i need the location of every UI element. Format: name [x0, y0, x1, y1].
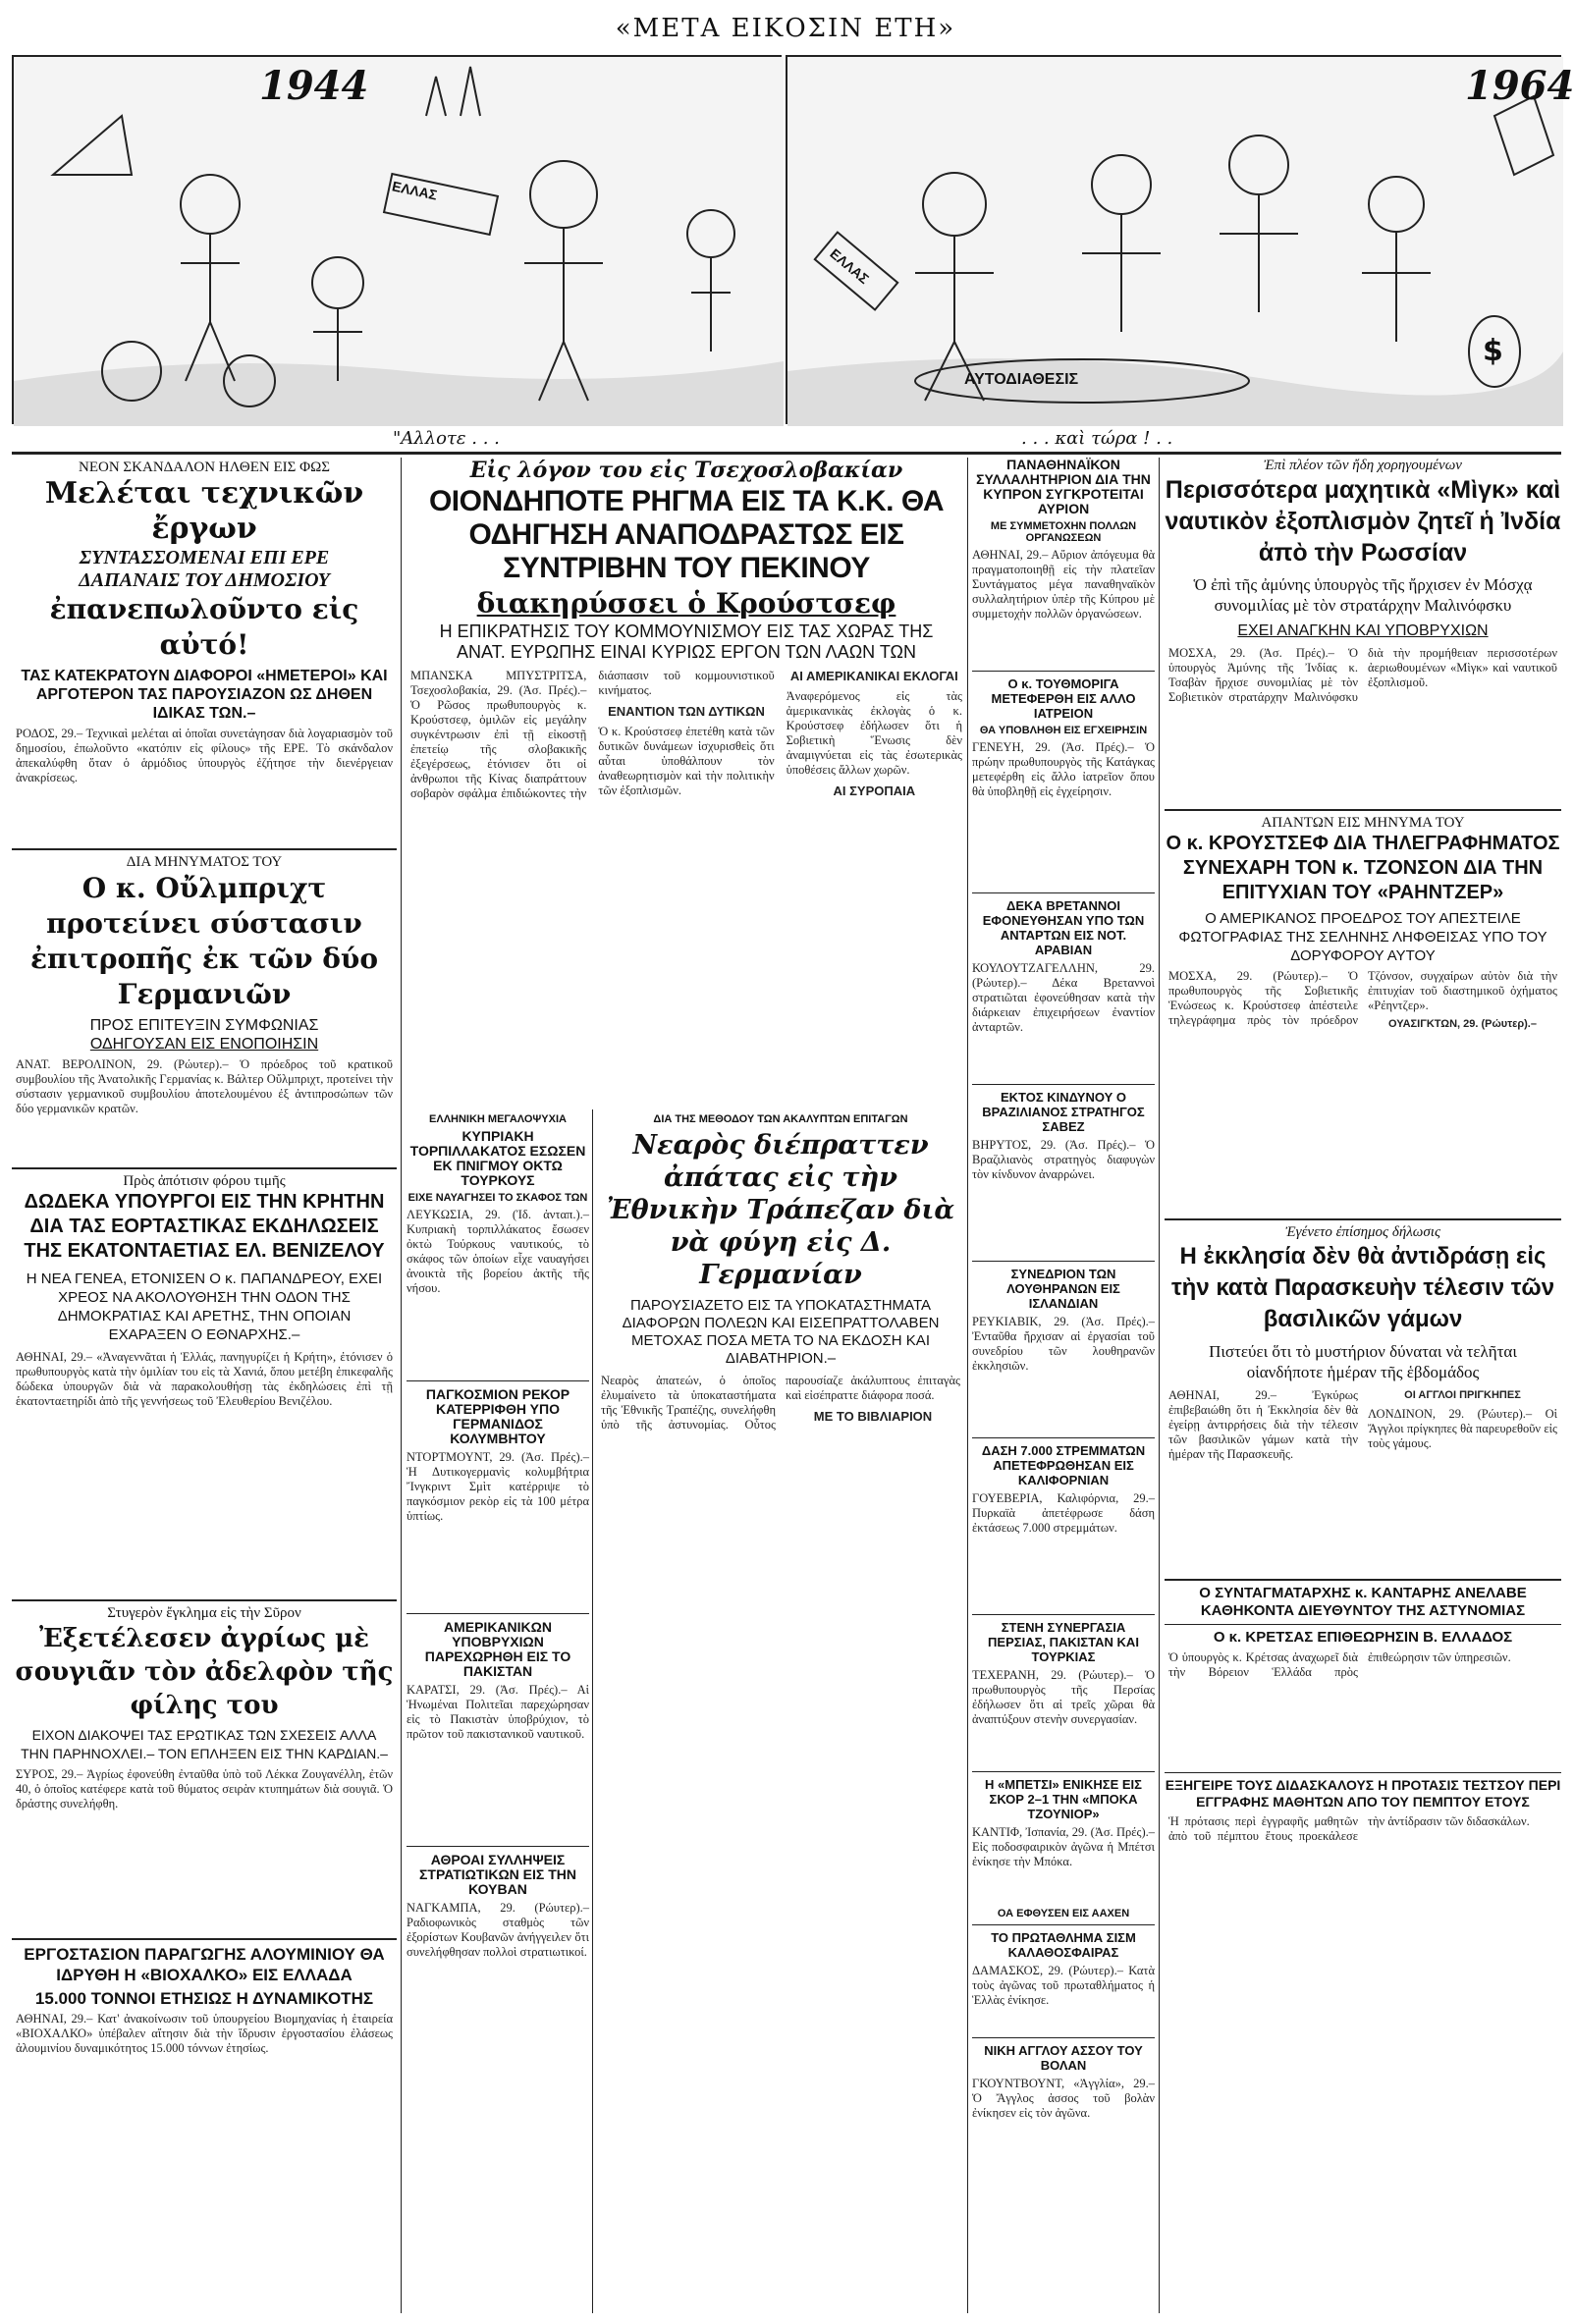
col3-headline-rally: ΠΑΝΑΘΗΝΑΪΚΟΝ ΣΥΛΛΑΛΗΤΗΡΙΟΝ ΔΙΑ ΤΗΝ ΚΥΠΡΟΝ ΣΥΓΚΡΟΤΕΙΤΑΙ ΑΥΡΙΟΝ [976, 457, 1151, 516]
col3-rule-7 [972, 1771, 1155, 1772]
col3-rule-2 [972, 892, 1155, 893]
col4-article-2-dateline: ΟΥΑΣΙΓΚΤΩΝ, 29. (Ρώυτερ).– [1388, 1018, 1537, 1030]
col4-kicker-2: ΑΠΑΝΤΩΝ ΕΙΣ ΜΗΝΥΜΑ ΤΟΥ [1261, 815, 1465, 831]
col3-deck-rally: ΜΕ ΣΥΜΜΕΤΟΧΗΝ ΠΟΛΛΩΝ ΟΡΓΑΝΩΣΕΩΝ [990, 520, 1137, 544]
col1-rule-3 [12, 1599, 397, 1601]
column-divider-1 [401, 458, 402, 2313]
brief-rule-1 [407, 1380, 589, 1381]
col3-body-tshombe: ΓΕΝΕΥΗ, 29. (Ἀσ. Πρές).– Ὁ πρώην πρωθυπουργὸς τῆς Κατάγκας μετεφέρθη εἰς ἄλλο ἰατρεῖον ὅπου θὰ ὑποβληθῇ εἰς ἐγχείρησιν. [972, 740, 1155, 798]
col3-body-fire: ΓΟΥΕΒΕΡΙΑ, Καλιφόρνια, 29.– Πυρκαϊὰ ἀπετέφρωσε δάση ἐκτάσεως 7.000 στρεμμάτων. [972, 1491, 1155, 1535]
col1-deck-4: ΕΙΧΟΝ ΔΙΑΚΟΨΕΙ ΤΑΣ ΕΡΩΤΙΚΑΣ ΤΩΝ ΣΧΕΣΕΙΣ ΑΛΛΑ ΤΗΝ ΠΑΡΗΝΟΧΛΕΙ.– ΤΟΝ ΕΠΛΗΞΕΝ ΕΙΣ ΤΗΝ ΚΑΡΔΙΑΝ.– [21, 1727, 388, 1761]
col1-deck-3: Η ΝΕΑ ΓΕΝΕΑ, ΕΤΟΝΙΣΕΝ Ο κ. ΠΑΠΑΝΔΡΕΟΥ, ΕΧΕΙ ΧΡΕΟΣ ΝΑ ΑΚΟΛΟΥΘΗΣΗ ΤΗΝ ΟΔΟΝ ΤΗΣ ΔΗΜΟΚΡΑΤΙΑΣ ΚΑΙ ΑΡΕΤΗΣ, ΤΗΝ ΟΠΟΙΑΝ ΕΧΑΡΑΞΕΝ Ο ΕΘΝΑΡΧΗΣ.– [26, 1270, 383, 1343]
col4-headline-4: Ο ΣΥΝΤΑΓΜΑΤΑΡΧΗΣ κ. ΚΑΝΤΑΡΗΣ ΑΝΕΛΑΒΕ ΚΑΘΗΚΟΝΤΑ ΔΙΕΥΘΥΝΤΟΥ ΤΗΣ ΑΣΤΥΝΟΜΙΑΣ [1199, 1585, 1527, 1619]
col4-rule-1 [1165, 809, 1561, 811]
col3-body-cento: ΤΕΧΕΡΑΝΗ, 29. (Ρώυτερ).– Ὁ πρωθυπουργὸς τῆς Περσίας ἐδήλωσεν ὅτι αἱ τρεῖς χῶραι θὰ ἀναπτύξουν στενὴν συνεργασίαν. [972, 1668, 1155, 1726]
col4-deck: Ὁ ἐπὶ τῆς ἀμύνης ὑπουργὸς τῆς ἤρχισεν ἐν Μόσχᾳ συνομιλίας μὲ τὸν στρατάρχην Μαλινόφσκυ [1193, 575, 1533, 615]
col4-rule-2 [1165, 1218, 1561, 1220]
bank-deck: ΠΑΡΟΥΣΙΑΖΕΤΟ ΕΙΣ ΤΑ ΥΠΟΚΑΤΑΣΤΗΜΑΤΑ ΔΙΑΦΟΡΩΝ ΠΟΛΕΩΝ ΚΑΙ ΕΙΣΕΠΡΑΤΤΟΛΑΒΕΝ ΜΕΤΟΧΑΣ ΠΟΣΑ ΜΕΤΑ ΤΟ ΝΑ ΕΚΔΟΣΗ ΚΑΙ ΔΙΑΒΑΤΗΡΙΟΝ.– [622, 1297, 940, 1367]
col1-deck-5: 15.000 ΤΟΝΝΟΙ ΕΤΗΣΙΩΣ Η ΔΥΝΑΜΙΚΟΤΗΣ [34, 1989, 374, 2008]
col1-subhead-2: ΔΑΠΑΝΑΙΣ ΤΟΥ ΔΗΜΟΣΙΟΥ [79, 569, 330, 591]
col4-article-2-text: ΜΟΣΧΑ, 29. (Ρώυτερ).– Ὁ πρωθυπουργὸς τῆς Σοβιετικῆς Ἑνώσεως κ. Κρούστσεφ ἀπέστειλε τηλεγράφημα πρὸς τὸν πρόεδρον Τζόνσον, συγχαίρων αὐτὸν διὰ τὴν ἐπιτυχίαν τοῦ διαστημικοῦ ὀχήματος «Ρέηντζερ». [1168, 969, 1557, 1027]
col4-deck-4: Πιστεύει ὅτι τὸ μυστήριον δύναται νὰ τελῆται οἱανδήποτε ἡμέραν τῆς ἑβδομάδος [1209, 1342, 1517, 1381]
bank-body-text: Νεαρὸς ἀπατεών, ὁ ὁποῖος ἐλυμαίνετο τὰ ὑποκαταστήματα τῆς Ἐθνικῆς Τραπέζης, συνελήφθη ὑπὸ τῆς ἀστυνομίας. Οὗτος παρουσίαζε ἀκάλυπτους ἐπιταγὰς καὶ εἰσέπραττε διάφορα ποσά. [601, 1374, 960, 1432]
bank-body [601, 1374, 960, 2218]
bank-headline: Νεαρὸς διέπραττεν ἀπάτας εἰς τὴν Ἐθνικὴν Τράπεζαν διὰ νὰ φύγη εἰς Δ. Γερμανίαν [606, 1130, 955, 1290]
col3-headline-tshombe: Ο κ. ΤΟΥΘΜΟΡΙΓΑ ΜΕΤΕΦΕΡΘΗ ΕΙΣ ΑΛΛΟ ΙΑΤΡΕΙΟΝ [991, 676, 1136, 721]
lead-subheadline: διακηρύσσει ὁ Κρούστσεφ [476, 587, 896, 620]
cartoon-right-panel [786, 55, 1574, 424]
col3-body-aden: ΚΟΥΛΟΥΤΖΑΓΕΛΛΗΝ, 29. (Ρώυτερ).– Δέκα Βρεταννοὶ στρατιῶται ἐφονεύθησαν κατὰ τὴν διάρκειαν ἐπιχειρήσεων ἐναντίον ἀνταρτῶν. [972, 961, 1155, 1034]
brief-headline-submarine: ΑΜΕΡΙΚΑΝΙΚΩΝ ΥΠΟΒΡΥΧΙΩΝ ΠΑΡΕΧΩΡΗΘΗ ΕΙΣ ΤΟ ΠΑΚΙΣΤΑΝ [424, 1619, 571, 1679]
cartoon-right-drawing [787, 57, 1563, 426]
brief-rule-2 [407, 1613, 589, 1614]
lead-body-text: ΜΠΑΝΣΚΑ ΜΠΥΣΤΡΙΤΣΑ, Τσεχοσλοβακία, 29. (Ἀσ. Πρές).– Ὁ Ρῶσος πρωθυπουργὸς κ. Κρούστσεφ, ὁμιλῶν εἰς μεγάλην συγκέντρωσιν ἐπὶ τῇ εἰκοστῇ ἐπετείῳ τῆς σλοβακικῆς ἐξεγέρσεως, ἐτόνισεν ὅτι οἱ ἀνθρωποι τῆς Κίνας διαπράττουν σοβαρὸν σφάλμα ἐπιδιώκοντες τὴν διάσπασιν τοῦ κομμουνιστικοῦ κινήματος. [410, 669, 775, 800]
col4-headline-3: Η ἐκκλησία δὲν θὰ ἀντιδράσῃ εἰς τὴν κατὰ Παρασκευὴν τέλεσιν τῶν βασιλικῶν γάμων [1170, 1243, 1555, 1332]
lead-kicker: Εἰς λόγον του εἰς Τσεχοσλοβακίαν [469, 458, 903, 483]
col3-subhead-aachen: ΟΑ ΕΦΘΥΣΕΝ ΕΙΣ ΑΑΧΕΝ [997, 1908, 1130, 1919]
cartoon-label-ellas-1: ΕΛΛΑΣ [390, 178, 439, 203]
col1-deck-2a: ΠΡΟΣ ΕΠΙΤΕΥΞΙΝ ΣΥΜΦΩΝΙΑΣ [89, 1017, 319, 1034]
col1-rule-2 [12, 1167, 397, 1169]
cartoon-dollar-sign: $ [1483, 334, 1503, 368]
col4-article-5-body: Ὁ ὑπουργὸς κ. Κρέτσας ἀναχωρεῖ διὰ τὴν Βόρειον Ἑλλάδα πρὸς ἐπιθεώρησιν τῶν ὑπηρεσιῶν. [1168, 1650, 1511, 1679]
col4-article-3-text-2: ΛΟΝΔΙΝΟΝ, 29. (Ρώυτερ).– Οἱ Ἄγγλοι πρίγκηπες θὰ παρευρεθοῦν εἰς τοὺς γάμους. [1368, 1407, 1557, 1450]
col4-article-3-subhead: ΟΙ ΑΓΓΛΟΙ ΠΡΙΓΚΗΠΕΣ [1404, 1389, 1521, 1401]
col3-headline-racing: ΝΙΚΗ ΑΓΓΛΟΥ ΑΣΣΟΥ ΤΟΥ ΒΟΛΑΝ [984, 2043, 1143, 2073]
brief-deck-cyprus-boat: ΕΙΧΕ ΝΑΥΑΓΗΣΕΙ ΤΟ ΣΚΑΦΟΣ ΤΩΝ [407, 1192, 588, 1204]
bank-fraud-story [597, 1109, 964, 2313]
page-top-title: «ΜΕΤΑ ΕΙΚΟΣΙΝ ΕΤΗ» [615, 14, 956, 43]
cartoon-left-drawing [14, 57, 784, 426]
col3-rule-4 [972, 1261, 1155, 1262]
col4-headline-5: Ο κ. ΚΡΕΤΣΑΣ ΕΠΙΘΕΩΡΗΣΙΝ Β. ΕΛΛΑΔΟΣ [1213, 1629, 1513, 1646]
col4-rule-5 [1165, 1772, 1561, 1773]
col3-headline-cento: ΣΤΕΝΗ ΣΥΝΕΡΓΑΣΙΑ ΠΕΡΣΙΑΣ, ΠΑΚΙΣΤΑΝ ΚΑΙ ΤΟΥΡΚΙΑΣ [988, 1620, 1139, 1664]
col1-subhead-1: ΣΥΝΤΑΣΣΟΜΕΝΑΙ ΕΠΙ ΕΡΕ [79, 547, 330, 568]
cartoon-left-panel [12, 55, 782, 424]
column-divider-3 [967, 458, 968, 2313]
col3-body-chavez: ΒΗΡΥΤΟΣ, 29. (Ἀσ. Πρές).– Ὁ Βραζιλιανὸς στρατηγὸς διαφυγὼν τὸν κίνδυνον ἀναρρώνει. [972, 1138, 1155, 1181]
col3-headline-aden: ΔΕΚΑ ΒΡΕΤΑΝΝΟΙ ΕΦΟΝΕΥΘΗΣΑΝ ΥΠΟ ΤΩΝ ΑΝΤΑΡΤΩΝ ΕΙΣ ΝΟΤ. ΑΡΑΒΙΑΝ [982, 898, 1145, 957]
col1-headline-4: ΔΩΔΕΚΑ ΥΠΟΥΡΓΟΙ ΕΙΣ ΤΗΝ ΚΡΗΤΗΝ ΔΙΑ ΤΑΣ ΕΟΡΤΑΣΤΙΚΑΣ ΕΚΔΗΛΩΣΕΙΣ ΤΗΣ ΕΚΑΤΟΝΤΑΕΤΙΑΣ ΕΛ. ΒΕΝΙΖΕΛΟΥ [24, 1191, 385, 1262]
column-2-briefs [407, 1109, 589, 2313]
col3-rule-6 [972, 1614, 1155, 1615]
brief-body-submarine: ΚΑΡΑΤΣΙ, 29. (Ἀσ. Πρές).– Αἱ Ἡνωμέναι Πολιτεῖαι παρεχώρησαν εἰς τὸ Πακιστὰν ὑποβρύχιον, τὸ πρῶτον τοῦ πακιστανικοῦ ναυτικοῦ. [407, 1683, 589, 1741]
col3-headline-chavez: ΕΚΤΟΣ ΚΙΝΔΥΝΟΥ Ο ΒΡΑΖΙΛΙΑΝΟΣ ΣΤΡΑΤΗΓΟΣ ΣΑΒΕΖ [982, 1090, 1145, 1134]
lead-story [407, 458, 966, 1106]
col1-article-1-body: ΡΟΔΟΣ, 29.– Τεχνικαὶ μελέται αἱ ὁποῖαι συνετάγησαν διὰ λογαριασμὸν τοῦ δημοσίου, ἐπωλοῦντο «κατόπιν εἰς φίλους» τῆς ΕΡΕ. Τὸ σκάνδαλον ἀπεκαλύφθη ὅταν ὁ ἁρμόδιος ὑπουργὸς ἐζήτησε τὴν διενέργειαν ἀνακρίσεως. [16, 727, 393, 784]
col3-headline-betis: Η «ΜΠΕΤΣΙ» ΕΝΙΚΗΣΕ ΕΙΣ ΣΚΟΡ 2–1 ΤΗΝ «ΜΠΟΚΑ ΤΖΟΥΝΙΟΡ» [985, 1777, 1142, 1821]
col1-rule-4 [12, 1938, 397, 1940]
column-4 [1165, 458, 1561, 2313]
lead-body [410, 669, 962, 1091]
col1-headline-2: ἐπανεπωλοῦντο εἰς αὐτό! [49, 593, 359, 661]
lead-deck: Η ΕΠΙΚΡΑΤΗΣΙΣ ΤΟΥ ΚΟΜΜΟΥΝΙΣΜΟΥ ΕΙΣ ΤΑΣ ΧΩΡΑΣ ΤΗΣ ΑΝΑΤ. ΕΥΡΩΠΗΣ ΕΙΝΑΙ ΚΥΡΙΩΣ ΕΡΓΟΝ ΤΩΝ ΛΑΩΝ ΤΩΝ [439, 622, 934, 662]
lead-body-west: Ὁ κ. Κρούστσεφ ἐπετέθη κατὰ τῶν δυτικῶν δυνάμεων ἰσχυρισθεὶς ὅτι αὗται ὑποθάλπουν τὸν ἀναθεωρητισμὸν καὶ τὴν πολιτικὴν τῶν ἐξοπλισμῶν. [598, 725, 775, 797]
col1-article-5-body: ΑΘΗΝΑΙ, 29.– Κατ' ἀνακοίνωσιν τοῦ ὑπουργείου Βιομηχανίας ἡ ἑταιρεία «ΒΙΟΧΑΛΚΟ» ὑπέβαλεν αἴτησιν διὰ τὴν ἵδρυσιν ἐργοστασίου ἐλάσεως ἀλουμινίου δυναμικότητος 15.000 τόννων ἐτησίως. [16, 2012, 393, 2055]
bank-subhead: ΜΕ ΤΟ ΒΙΒΛΙΑΡΙΟΝ [813, 1409, 933, 1424]
column-divider-4 [1159, 458, 1160, 2313]
col4-kicker: Ἐπὶ πλέον τῶν ἤδη χορηγουμένων [1264, 458, 1462, 473]
bank-kicker: ΔΙΑ ΤΗΣ ΜΕΘΟΔΟΥ ΤΩΝ ΑΚΑΛΥΠΤΩΝ ΕΠΙΤΑΓΩΝ [653, 1113, 908, 1125]
col3-body-basketball: ΔΑΜΑΣΚΟΣ, 29. (Ρώυτερ).– Κατὰ τοὺς ἀγῶνας τοῦ πρωταθλήματος ἡ Ἑλλὰς ἐνίκησε. [972, 1964, 1155, 2007]
col4-rule-4 [1165, 1624, 1561, 1625]
col1-deck: ΤΑΣ ΚΑΤΕΚΡΑΤΟΥΝ ΔΙΑΦΟΡΟΙ «ΗΜΕΤΕΡΟΙ» ΚΑΙ ΑΡΓΟΤΕΡΟΝ ΤΑΣ ΠΑΡΟΥΣΙΑΖΟΝ ΩΣ ΔΗΘΕΝ ΙΔΙΚΑΣ ΤΩΝ.– [21, 668, 388, 722]
col4-headline-6: ΕΞΗΓΕΙΡΕ ΤΟΥΣ ΔΙΔΑΣΚΑΛΟΥΣ Η ΠΡΟΤΑΣΙΣ ΤΕΣΤΣΟΥ ΠΕΡΙ ΕΓΓΡΑΦΗΣ ΜΑΘΗΤΩΝ ΑΠΟ ΤΟΥ ΠΕΜΠΤΟΥ ΕΤΟΥΣ [1165, 1777, 1561, 1810]
col1-headline-5: Ἐξετέλεσεν ἀγρίως μὲ σουγιᾶν τὸν ἀδελφὸν τῆς φίλης του [15, 1624, 394, 1720]
col3-body-lutherans: ΡΕΥΚΙΑΒΙΚ, 29. (Ἀσ. Πρές).– Ἐνταῦθα ἤρχισαν αἱ ἐργασίαι τοῦ συνεδρίου τῶν λουθηρανῶν ἐκκλησιῶν. [972, 1315, 1155, 1373]
col1-article-4-body: ΣΥΡΟΣ, 29.– Ἀγρίως ἐφονεύθη ἐνταῦθα ὑπὸ τοῦ Λέκκα Ζουγανέλλη, ἐτῶν 40, ὁ ὁποῖος κατέφερε κατὰ τοῦ θύματος σειρὰν κτυπημάτων διὰ σουγιᾶ. Ὁ δράστης συνελήφθη. [16, 1767, 393, 1811]
brief-headline-cyprus-boat: ΚΥΠΡΙΑΚΗ ΤΟΡΠΙΛΛΑΚΑΤΟΣ ΕΣΩΣΕΝ ΕΚ ΠΝΙΓΜΟΥ ΟΚΤΩ ΤΟΥΡΚΟΥΣ [409, 1128, 586, 1188]
lead-subhead-d: ΑΙ ΣΥΡΟΠΑΙΑ [833, 784, 916, 798]
col4-kicker-3: Ἐγένετο ἐπίσημος δήλωσις [1284, 1224, 1441, 1240]
col1-deck-2b: ΟΔΗΓΟΥΣΑΝ ΕΙΣ ΕΝΟΠΟΙΗΣΙΝ [89, 1036, 319, 1053]
brief-rule-3 [407, 1846, 589, 1847]
col3-body-betis: ΚΑΝΤΙΦ, Ἰσπανία, 29. (Ἀσ. Πρές).– Εἰς ποδοσφαιρικὸν ἀγῶνα ἡ Μπέτσι ἐνίκησε τὴν Μπόκα. [972, 1825, 1155, 1868]
col3-rule-5 [972, 1437, 1155, 1438]
brief-body-cuba: ΝΑΓΚΑΜΠΑ, 29. (Ρώυτερ).– Ραδιοφωνικὸς σταθμὸς τῶν ἐξορίστων Κουβανῶν ἀνήγγειλεν ὅτι συνελήφθησαν πολλοὶ στρατιωτικοί. [407, 1901, 589, 1959]
cartoon-right-caption: . . . καὶ τώρα ! . . [1021, 428, 1173, 449]
column-divider-2 [592, 1109, 593, 2313]
cartoon-left-caption: "Αλλοτε . . . [393, 428, 500, 449]
col3-deck-tshombe: ΘΑ ΥΠΟΒΛΗΘΗ ΕΙΣ ΕΓΧΕΙΡΗΣΙΝ [979, 725, 1148, 736]
cartoon-label-autodiathesis: ΑΥΤΟΔΙΑΘΕΣΙΣ [964, 371, 1079, 388]
brief-body-record: ΝΤΟΡΤΜΟΥΝΤ, 29. (Ἀσ. Πρές).– Ἡ Δυτικογερμανὶς κολυμβήτρια Ἴνγκριντ Σμὶτ κατέρριψε τὸ παγκόσμιον ρεκὸρ εἰς τὰ 100 μέτρα ὑπτίως. [407, 1450, 589, 1523]
lead-subhead-us-elections: ΑΙ ΑΜΕΡΙΚΑΝΙΚΑΙ ΕΚΛΟΓΑΙ [789, 669, 958, 683]
col4-article-6-body: Ἡ πρότασις περὶ ἐγγραφῆς μαθητῶν ἀπὸ τοῦ πέμπτου ἔτους προεκάλεσε τὴν ἀντίδρασιν τῶν διδασκάλων. [1168, 1814, 1530, 1843]
top-rule [12, 452, 1561, 455]
col4-article-3-body [1168, 1388, 1557, 1575]
col4-article-3-text: ΑΘΗΝΑΙ, 29.– Ἐγκύρως ἐπιβεβαιώθη ὅτι ἡ Ἐκκλησία δὲν θὰ ἐγείρῃ ἀντιρρήσεις διὰ τὴν τέλεσιν τῶν βασιλικῶν γάμων κατὰ τὴν ἡμέραν τῆς Παρασκευῆς. [1168, 1388, 1358, 1461]
col1-kicker-4: Στυγερὸν ἔγκλημα εἰς τὴν Σῦρον [107, 1605, 301, 1621]
cartoon-left-year: 1944 [259, 63, 369, 109]
lead-subhead-west: ΕΝΑΝΤΙΟΝ ΤΩΝ ΔΥΤΙΚΩΝ [608, 704, 765, 719]
brief-kicker-greek: ΕΛΛΗΝΙΚΗ ΜΕΓΑΛΟΨΥΧΙΑ [429, 1113, 567, 1125]
cartoon-right-year: 1964 [1465, 63, 1574, 109]
col1-rule-1 [12, 848, 397, 850]
cartoon-label-ellas-2: ΕΛΛΑΣ [827, 244, 873, 288]
col3-rule-8 [972, 1924, 1155, 1925]
brief-body-cyprus-boat: ΛΕΥΚΩΣΙΑ, 29. (Ἰδ. ἀνταπ.).– Κυπριακὴ τορπιλλάκατος ἔσωσεν ὀκτὼ Τούρκους ναυτικούς, τὸ σκάφος τῶν ὁποίων εἶχε ναυαγήσει ἀνοικτὰ τῆς βορείου ἀκτῆς τῆς νήσου. [407, 1208, 589, 1295]
col1-headline-3: Ο κ. Οὔλμπριχτ προτείνει σύστασιν ἐπιτροπῆς ἐκ τῶν δύο Γερμανιῶν [29, 872, 379, 1010]
column-3 [972, 458, 1155, 2313]
col4-headline: Περισσότερα μαχητικὰ «Μὶγκ» καὶ ναυτικὸν ἐξοπλισμὸν ζητεῖ ἡ Ἰνδία ἀπὸ τὴν Ρωσσίαν [1165, 476, 1561, 567]
col4-deck-3: Ο ΑΜΕΡΙΚΑΝΟΣ ΠΡΟΕΔΡΟΣ ΤΟΥ ΑΠΕΣΤΕΙΛΕ ΦΩΤΟΓΡΑΦΙΑΣ ΤΗΣ ΣΕΛΗΝΗΣ ΛΗΦΘΕΙΣΑΣ ΥΠΟ ΤΟΥ ΔΟΡΥΦΟΡΟΥ ΑΥΤΟΥ [1178, 910, 1547, 964]
lead-body-us-elections: Ἀναφερόμενος εἰς τὰς ἀμερικανικὰς ἐκλογὰς ὁ κ. Κρούστσεφ ἐδήλωσεν ὅτι ἡ Σοβιετικὴ Ἕνωσις δὲν ἀναμιγνύεται εἰς τὰς ἐσωτερικὰς ὑποθέσεις ἄλλων χωρῶν. [786, 689, 962, 777]
lead-headline: ΟΙΟΝΔΗΠΟΤΕ ΡΗΓΜΑ ΕΙΣ ΤΑ Κ.Κ. ΘΑ ΟΔΗΓΗΣΗ ΑΝΑΠΟΔΡΑΣΤΩΣ ΕΙΣ ΣΥΝΤΡΙΒΗΝ ΤΟΥ ΠΕΚΙΝΟΥ [428, 485, 945, 584]
col4-article-2-body [1168, 969, 1557, 1215]
col1-kicker-2: ΔΙΑ ΜΗΝΥΜΑΤΟΣ ΤΟΥ [126, 854, 283, 870]
col1-kicker-3: Πρὸς ἀπότισιν φόρου τιμῆς [123, 1173, 286, 1189]
col1-article-3-body: ΑΘΗΝΑΙ, 29.– «Ἀναγεννᾶται ἡ Ἑλλάς, πανηγυρίζει ἡ Κρήτη», ἐτόνισεν ὁ πρωθυπουργὸς κατὰ τὴν ὁμιλίαν του εἰς τὰ Χανιά, ὅπου μετέβη ἐπικεφαλῆς δώδεκα ὑπουργῶν διὰ νὰ παρακολουθήσῃ τὰς ἐκδηλώσεις ἐπὶ τῇ ἑκατονταετηρίδι ἀπὸ τῆς γεννήσεως τοῦ Ἐλευθερίου Βενιζέλου. [16, 1350, 393, 1408]
col3-rule-9 [972, 2037, 1155, 2038]
col3-body-rally: ΑΘΗΝΑΙ, 29.– Αὔριον ἀπόγευμα θὰ πραγματοποιηθῇ εἰς τὴν πλατεῖαν Συντάγματος μέγα παναθηναϊκὸν συλλαλητήριον ὑπὲρ τῆς Κύπρου μὲ συμμετοχὴν πολλῶν ὀργανώσεων. [972, 548, 1155, 621]
col3-headline-basketball: ΤΟ ΠΡΩΤΑΘΛΗΜΑ ΣΙΣΜ ΚΑΛΑΘΟΣΦΑΙΡΑΣ [991, 1930, 1136, 1960]
col1-headline: Μελέται τεχνικῶν ἔργων [44, 476, 364, 546]
col3-rule-3 [972, 1084, 1155, 1085]
column-1 [12, 458, 397, 2313]
col3-body-racing: ΓΚΟΥΝΤΒΟΥΝΤ, «Ἀγγλία», 29.– Ὁ Ἄγγλος ἀσσος τοῦ βολὰν ἐνίκησεν εἰς τὸν ἀγῶνα. [972, 2077, 1155, 2120]
col3-headline-lutherans: ΣΥΝΕΔΡΙΟΝ ΤΩΝ ΛΟΥΘΗΡΑΝΩΝ ΕΙΣ ΙΣΛΑΝΔΙΑΝ [1006, 1267, 1120, 1311]
col4-article-1-body: ΜΟΣΧΑ, 29. (Ἀσ. Πρές).– Ὁ ὑπουργὸς Ἀμύνης τῆς Ἰνδίας κ. Τσαβὰν ἤρχισε συνομιλίας μὲ τὸν Σοβιετικὸν στρατάρχην Μαλινόφσκυ διὰ τὴν προμήθειαν περισσοτέρων ἀεριωθουμένων «Μὶγκ» καὶ ναυτικοῦ ἐξοπλισμοῦ. [1168, 646, 1557, 704]
col1-headline-6: ΕΡΓΟΣΤΑΣΙΟΝ ΠΑΡΑΓΩΓΗΣ ΑΛΟΥΜΙΝΙΟΥ ΘΑ ΙΔΡΥΘΗ Η «ΒΙΟΧΑΛΚΟ» ΕΙΣ ΕΛΛΑΔΑ [24, 1945, 385, 1984]
col4-rule-3 [1165, 1579, 1561, 1581]
col4-deck-2: ΕΧΕΙ ΑΝΑΓΚΗΝ ΚΑΙ ΥΠΟΒΡΥΧΙΩΝ [1237, 622, 1489, 639]
brief-headline-cuba: ΑΘΡΟΑΙ ΣΥΛΛΗΨΕΙΣ ΣΤΡΑΤΙΩΤΙΚΩΝ ΕΙΣ ΤΗΝ ΚΟΥΒΑΝ [419, 1852, 576, 1897]
col1-article-2-body: ΑΝΑΤ. ΒΕΡΟΛΙΝΟΝ, 29. (Ρώυτερ).– Ὁ πρόεδρος τοῦ κρατικοῦ συμβουλίου τῆς Ἀνατολικῆς Γερμανίας κ. Βάλτερ Οὔλμπριχτ, προτείνει τὴν σύστασιν γερμανικοῦ συμβουλίου ἀποτελουμένου ἐξ ἀντιπροσώπων τῶν δύο γερμανικῶν κρατῶν. [16, 1057, 393, 1115]
brief-headline-record: ΠΑΓΚΟΣΜΙΟΝ ΡΕΚΟΡ ΚΑΤΕΡΡΙΦΘΗ ΥΠΟ ΓΕΡΜΑΝΙΔΟΣ ΚΟΛΥΜΒΗΤΟΥ [425, 1386, 570, 1446]
col4-headline-2: Ο κ. ΚΡΟΥΣΤΣΕΦ ΔΙΑ ΤΗΛΕΓΡΑΦΗΜΑΤΟΣ ΣΥΝΕΧΑΡΗ ΤΟΝ κ. ΤΖΟΝΣΟΝ ΔΙΑ ΤΗΝ ΕΠΙΤΥΧΙΑΝ ΤΟΥ «ΡΑΗΝΤΖΕΡ» [1166, 833, 1560, 903]
col1-kicker: ΝΕΟΝ ΣΚΑΝΔΑΛΟΝ ΗΛΘΕΝ ΕΙΣ ΦΩΣ [79, 459, 330, 475]
col3-rule-1 [972, 671, 1155, 672]
col3-headline-fire: ΔΑΣΗ 7.000 ΣΤΡΕΜΜΑΤΩΝ ΑΠΕΤΕΦΡΩΘΗΣΑΝ ΕΙΣ ΚΑΛΙΦΟΡΝΙΑΝ [981, 1443, 1146, 1487]
